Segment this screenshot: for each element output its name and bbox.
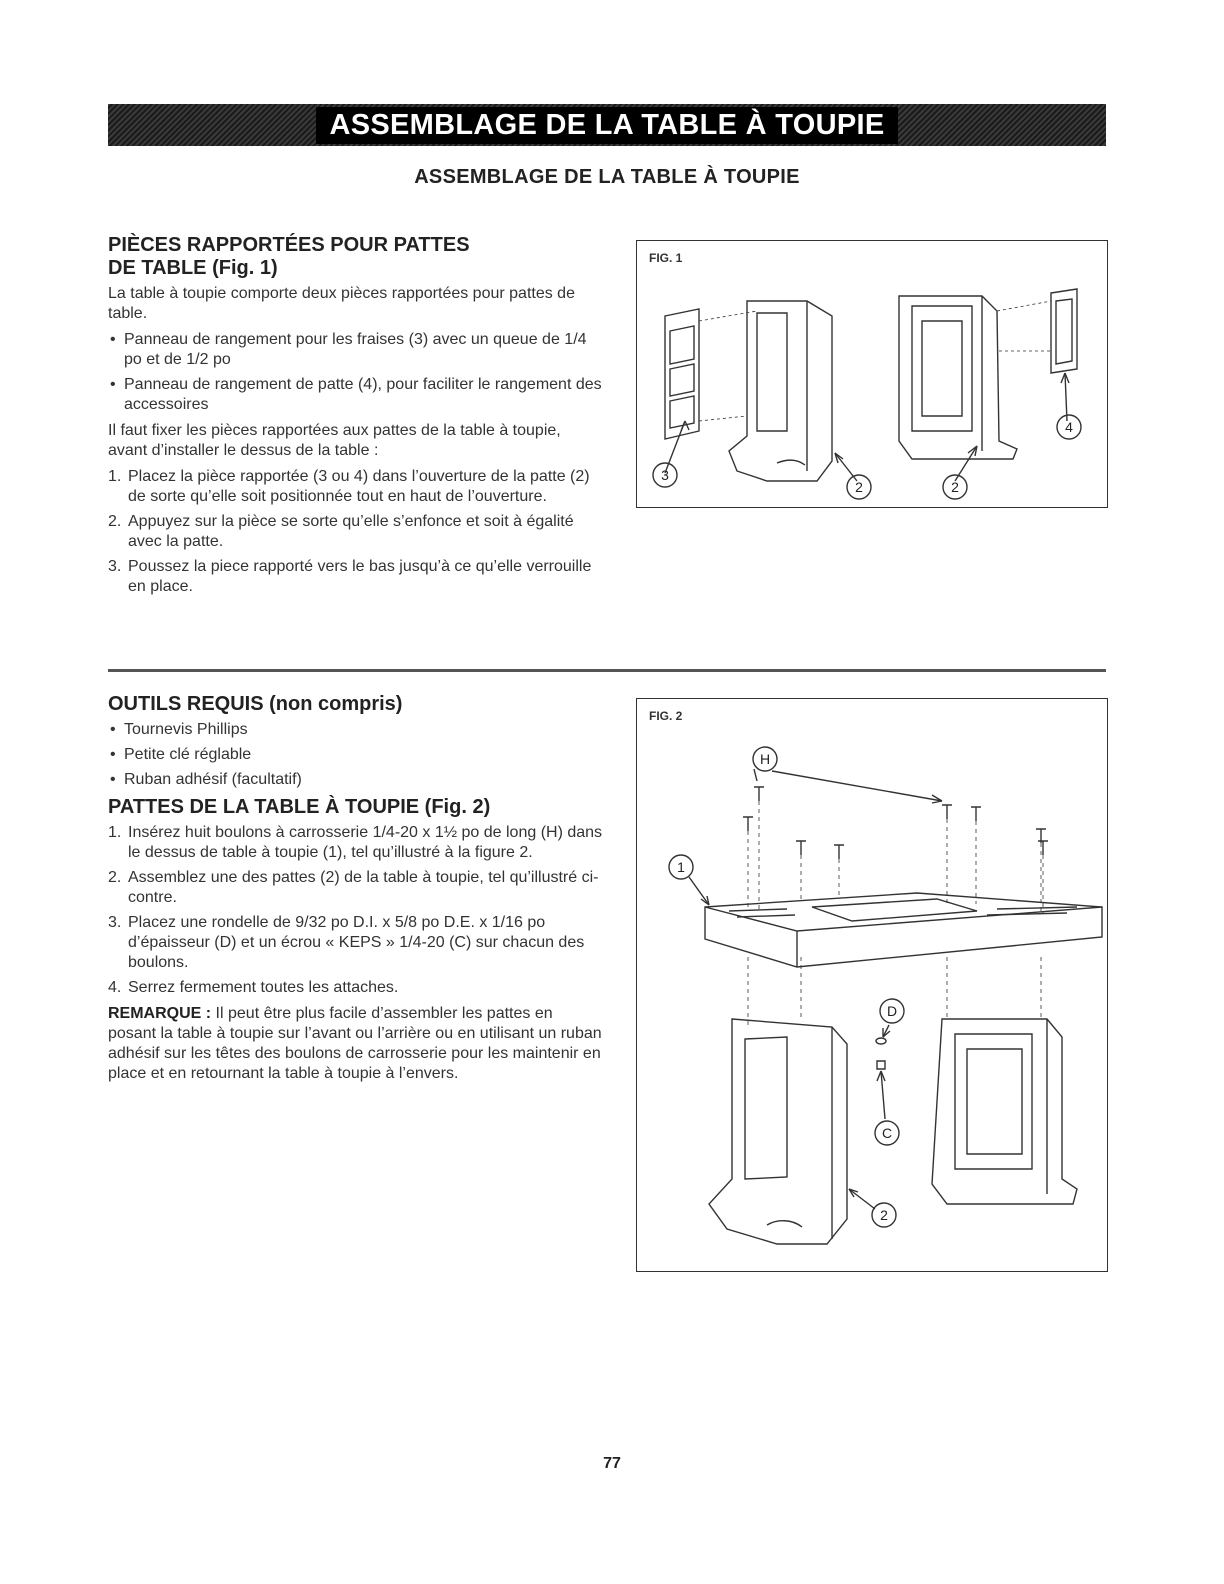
step-text: Poussez la piece rapporté vers le bas jusqu’à ce qu’elle verrouille en place. [128,558,592,595]
section-tools-and-legs [108,693,603,1090]
step-number: 3. [108,558,122,575]
section-insert-pieces [108,234,603,603]
page-number: 77 [603,1455,621,1472]
section3-heading: PATTES DE LA TABLE À TOUPIE (Fig. 2) [108,796,491,818]
fig2-callout-h: H [759,751,771,767]
fig2-callout-1: 1 [677,859,685,875]
section1-heading [108,234,603,280]
section2-heading: OUTILS REQUIS (non compris) [108,693,403,715]
step-text: Placez la pièce rapportée (3 ou 4) dans l’ouverture de la patte (2) de sorte qu’elle soit positionnée tout en haut de l’ouverture. [128,468,590,505]
bullet-item: • Panneau de rangement de patte (4), pour faciliter le rangement des accessoires [108,375,603,415]
step-number: 3. [108,914,122,931]
step-text: Insérez huit boulons à carrosserie 1/4-20 x 1½ po de long (H) dans le dessus de table à toupie (1), tel qu’illustré à la figure 2. [128,824,603,861]
fig2-callout-c: C [881,1125,893,1141]
step-item [108,978,603,998]
section1-steps [108,467,603,597]
fig1-callout-2a: 2 [855,479,863,495]
section-divider [108,669,1106,672]
step-text: Appuyez sur la pièce se sorte qu’elle s’enfonce et soit à égalité avec la patte. [128,513,574,550]
step-item [108,868,603,908]
remark-label: REMARQUE : [108,1005,212,1022]
figure-1 [636,240,1108,508]
section3-steps [108,823,603,998]
step-item [108,557,603,597]
fig1-callout-3: 3 [661,467,669,483]
section1-intro: La table à toupie comporte deux pièces rapportées pour pattes de table. [108,285,575,322]
section1-instruction: Il faut fixer les pièces rapportées aux pattes de la table à toupie, avant d’installer le dessus de la table : [108,422,561,459]
tool-item: • Tournevis Phillips [108,720,603,740]
remark [108,1004,603,1084]
section1-heading-line1: PIÈCES RAPPORTÉES POUR PATTES [108,234,470,256]
step-item [108,823,603,863]
step-number: 2. [108,869,122,886]
banner-title: ASSEMBLAGE DE LA TABLE À TOUPIE [316,107,899,144]
fig2-callout-2: 2 [880,1207,888,1223]
figure-2 [636,698,1108,1272]
fig1-callout-2b: 2 [951,479,959,495]
tool-item: • Ruban adhésif (facultatif) [108,770,603,790]
figure-2-label: FIG. 2 [649,709,683,723]
step-item [108,913,603,973]
step-text: Serrez fermement toutes les attaches. [128,979,399,996]
figure-1-drawing [637,241,1107,507]
step-item [108,512,603,552]
page-subtitle: ASSEMBLAGE DE LA TABLE À TOUPIE [414,166,800,188]
step-text: Assemblez une des pattes (2) de la table à toupie, tel qu’illustré ci-contre. [128,869,599,906]
tool-item: • Petite clé réglable [108,745,603,765]
step-number: 1. [108,824,122,841]
step-number: 4. [108,979,122,996]
step-number: 1. [108,468,122,485]
section1-bullets [108,330,603,415]
fig2-callout-d: D [886,1003,898,1019]
banner [108,104,1106,146]
section1-heading-line2: DE TABLE (Fig. 1) [108,257,278,279]
step-text: Placez une rondelle de 9/32 po D.I. x 5/8 po D.E. x 1/16 po d’épaisseur (D) et un écrou « KEPS » 1/4-20 (C) sur chacun des boulons. [128,914,585,971]
remark-text: Il peut être plus facile d’assembler les pattes en posant la table à toupie sur l’avant ou l’arrière ou en utilisant un ruban adhésif sur les têtes des boulons de carrosserie pour les maintenir en place et en retournant la table à toupie à l’envers. [108,1005,602,1082]
bullet-item: • Panneau de rangement pour les fraises (3) avec un queue de 1/4 po et de 1/2 po [108,330,603,370]
fig1-callout-4: 4 [1065,419,1073,435]
tools-list [108,720,603,790]
step-number: 2. [108,513,122,530]
step-item [108,467,603,507]
figure-2-drawing [637,699,1107,1271]
figure-1-label: FIG. 1 [649,251,683,265]
